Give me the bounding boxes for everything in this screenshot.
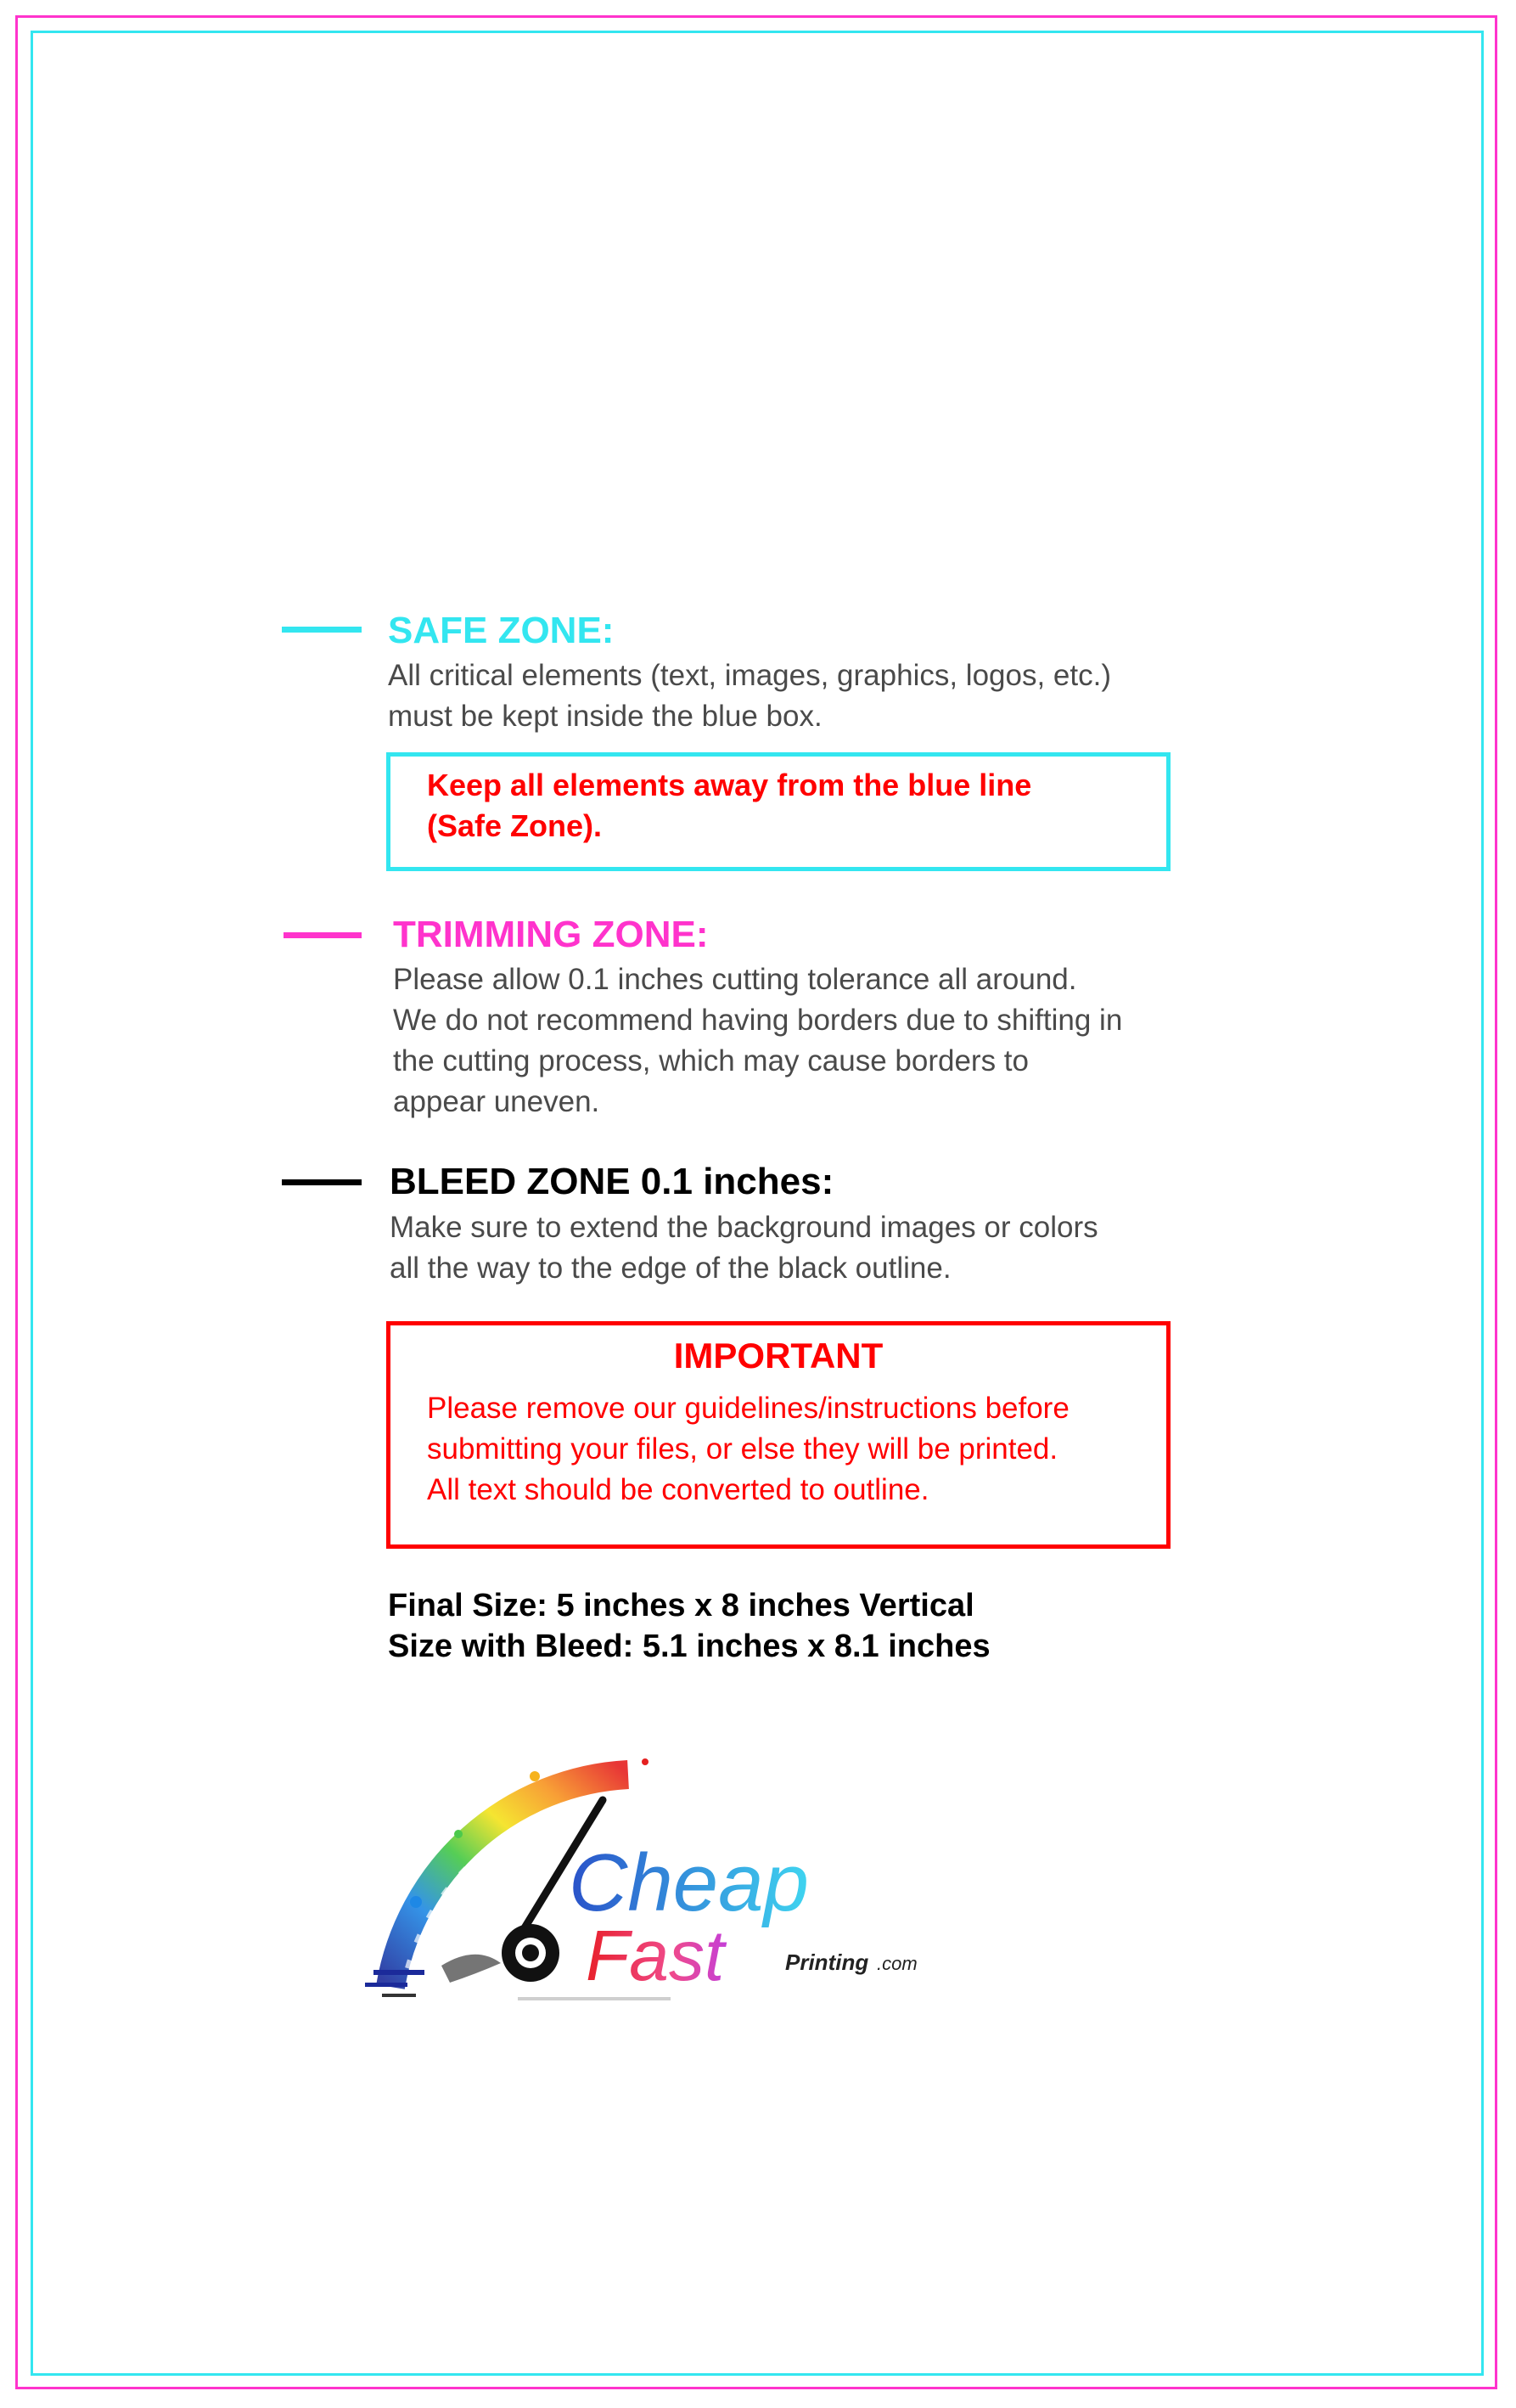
important-description [427,1388,1070,1511]
text-line: Keep all elements away from the blue line [427,768,1032,802]
safe-zone-note [427,765,1031,847]
safe-zone-description [388,655,1111,737]
bleed-zone-swatch [282,1179,362,1185]
text-line: Please remove our guidelines/instructions before [427,1392,1070,1425]
text-line: submitting your files, or else they will be printed. [427,1432,1058,1466]
text-line: appear uneven. [393,1085,600,1118]
logo-suffix: .com [877,1953,918,1974]
safe-zone-note-box [386,752,1171,871]
text-line: the cutting process, which may cause borders to [393,1044,1029,1077]
safe-zone-swatch [282,627,362,633]
text-line: Make sure to extend the background images or colors [390,1211,1098,1244]
final-size: Final Size: 5 inches x 8 inches Vertical [388,1588,974,1623]
text-line: We do not recommend having borders due to shifting in [393,1004,1123,1037]
safe-zone-title: SAFE ZONE: [388,610,615,651]
logo-printing: Printing [785,1949,869,1975]
bleed-size: Size with Bleed: 5.1 inches x 8.1 inches [388,1629,991,1664]
logo-cheap: Cheap [569,1837,809,1928]
safe-guide-line [31,31,1484,2376]
trimming-zone-title: TRIMMING ZONE: [393,914,709,955]
trimming-zone-description [393,959,1122,1122]
important-box [386,1321,1171,1549]
bleed-zone-description [390,1207,1098,1289]
trimming-zone-swatch [284,932,362,938]
text-line: All text should be converted to outline. [427,1473,929,1506]
cheap-fast-printing-logo [357,1741,951,2012]
logo-underline [518,1997,671,2000]
important-title: IMPORTANT [673,1336,884,1376]
text-line: must be kept inside the blue box. [388,700,823,733]
text-line: Please allow 0.1 inches cutting tolerance all around. [393,963,1077,996]
text-line: (Safe Zone). [427,808,603,843]
size-info [388,1585,991,1667]
text-line: All critical elements (text, images, graphics, logos, etc.) [388,659,1111,692]
text-line: all the way to the edge of the black outline. [390,1252,952,1285]
bleed-zone-title: BLEED ZONE 0.1 inches: [390,1161,834,1202]
logo-fast: Fast [586,1916,725,1995]
